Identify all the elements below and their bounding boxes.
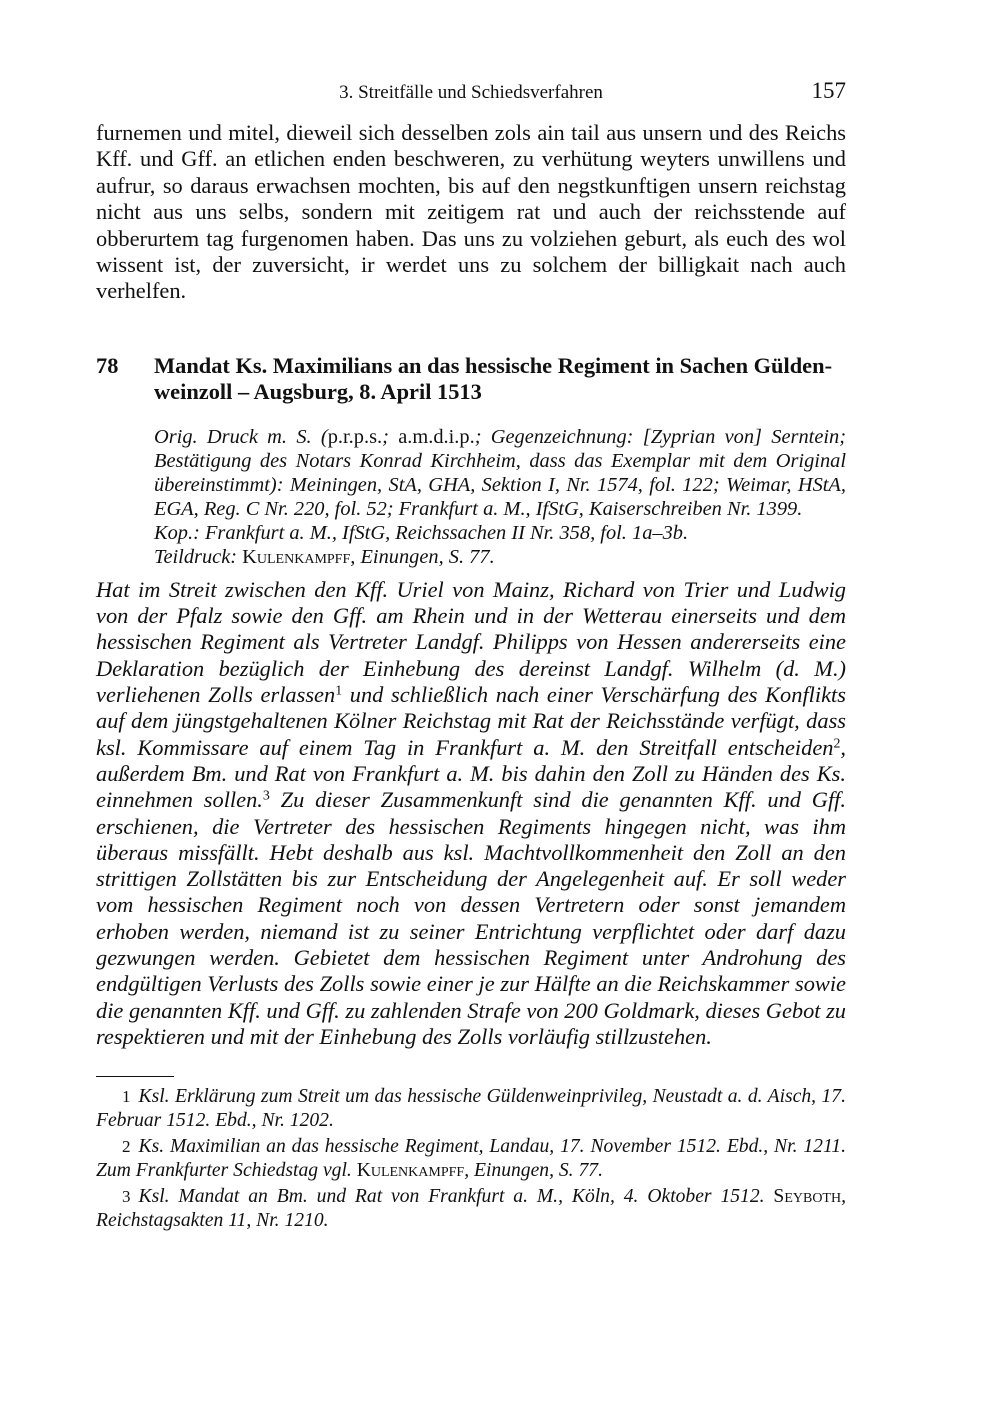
source-partial-ref: , Einungen, S. 77. — [350, 545, 495, 568]
regest-text-3: , außerdem Bm. und Rat von Frankfurt a. M. bis dahin den Zoll zu Händen des Ks. einnehmen sollen. — [96, 734, 846, 813]
source-orig-abbrev-1: p.r.p.s. — [327, 425, 383, 448]
source-apparatus — [154, 425, 846, 569]
source-partial-print — [154, 545, 846, 569]
continued-body-text: furnemen und mitel, dieweil sich desselben zols ain tail aus unsern und des Reichs Kff. und Gff. an etlichen enden beschweren, zu verhütung weyters unwillens und aufrur, so daraus erwachsen mochten, bis auf den negstkunftigen unsern reichstag nicht aus uns selbs, sondern mit zeitigem rat und auch der reichsstende auf obberurtem tag furgenomen haben. Das uns zu volziehen geburt, als euch des wol wissent ist, der zuversicht, ir werdet uns zu solchem der billigkait nach auch verhelfen. — [96, 120, 846, 304]
document-number: 78 — [96, 352, 119, 378]
regest-text-2: und schließlich nach einer Verschärfung des Konflikts auf dem jüngstgehaltenen Kölner Reichstag mit Rat der Reichsstände verfügt, dass ksl. Kommissare auf einem Tag in Frankfurt a. M. den Streitfall entscheiden — [96, 682, 846, 760]
source-copy: Kop.: Frankfurt a. M., IfStG, Reichssachen II Nr. 358, fol. 1a–3b. — [154, 521, 689, 544]
source-partial-label: Teildruck: — [154, 545, 243, 568]
footnote-text: , Reichstagsakten 11, Nr. 1210. — [96, 1186, 846, 1232]
footnote-text: Ks. Maximilian an das hessische Regiment, Landau, 17. November 1512. Ebd., Nr. 1211. Zum Frankfurter Schiedstag vgl. — [96, 1136, 846, 1182]
footnote-mark: 2 — [122, 1137, 131, 1157]
footnote-text: Ksl. Mandat an Bm. und Rat von Frankfurt a. M., Köln, 4. Oktober 1512. — [138, 1186, 774, 1208]
footnote-text: , Einungen, S. 77. — [464, 1160, 603, 1182]
page-number: 157 — [811, 78, 846, 103]
footnote-ref-3: 3 — [262, 788, 270, 804]
footnote-author: Kulenkampff — [356, 1160, 465, 1182]
source-orig-text-a: Orig. Druck m. S. ( — [154, 425, 328, 448]
source-orig-abbrev-2: a.m.d.i.p. — [398, 425, 475, 448]
document-heading — [96, 353, 846, 405]
source-orig-sep: ; — [382, 425, 399, 448]
running-title: 3. Streitfälle und Schiedsverfahren — [339, 82, 603, 103]
source-original — [154, 425, 846, 521]
page — [96, 78, 846, 1235]
footnote-1 — [96, 1085, 846, 1133]
running-header — [96, 78, 846, 112]
footnotes — [96, 1085, 846, 1233]
footnote-author: Seyboth — [773, 1186, 842, 1208]
source-partial-author: Kulenkampff — [242, 545, 351, 568]
footnote-ref-2: 2 — [833, 736, 841, 751]
footnote-ref-1: 1 — [335, 683, 343, 699]
footnote-3 — [96, 1185, 846, 1233]
regest-text-1: Hat im Streit zwischen den Kff. Uriel von Mainz, Richard von Trier und Ludwig von der Pfalz sowie den Gff. am Rhein und in der Wetterau einerseits und dem hessischen Regiment als Vertreter Landgf. Philipps von Hessen andererseits eine Deklaration bezüglich der Einhebung des dereinst Landgf. Wilhelm (d. M.) verliehenen Zolls erlassen — [96, 576, 846, 708]
footnote-mark: 3 — [122, 1187, 131, 1207]
footnote-2 — [96, 1135, 846, 1183]
footnote-mark: 1 — [122, 1087, 131, 1107]
regest-summary — [96, 577, 846, 1050]
source-orig-text-b: ; Gegenzeichnung: [Zyprian von] Serntein; Bestätigung des Notars Konrad Kirchheim, dass das Exemplar mit dem Original übereinstimmt): Meiningen, StA, GHA, Sektion I, Nr. 1574, fol. 122; Weimar, HStA, EGA, Reg. C Nr. 220, fol. 52; Frankfurt a. M., IfStG, Kaiserschreiben Nr. 1399. — [154, 425, 847, 520]
regest-text-4: Zu dieser Zusammenkunft sind die genannten Kff. und Gff. erschienen, die Vertreter des hessischen Regiments hingegen nicht, was ihm überaus missfällt. Hebt deshalb aus ksl. Machtvollkommenheit den Zoll an den strittigen Zollstätten bis zur Entscheidung der Angelegenheit auf. Er soll weder vom hessischen Regiment noch von dessen Vertretern oder sonst jemandem erhoben werden, niemand ist zu seiner Entrichtung verpflichtet oder darf dazu gezwungen werden. Gebietet dem hessischen Regiment unter Androhung des endgültigen Verlusts des Zolls sowie einer je zur Hälfte an die Reichskammer sowie die genannten Kff. und Gff. zu zahlenden Strafe von 200 Goldmark, dieses Gebot zu respektieren und mit der Einhebung des Zolls vorläufig stillzustehen. — [96, 787, 847, 1049]
footnote-divider — [96, 1076, 174, 1077]
document-title: Mandat Ks. Maximilians an das hessische Regiment in Sachen Güldenweinzoll – Augsburg, 8. April 1513 — [154, 352, 833, 404]
footnote-text: Ksl. Erklärung zum Streit um das hessische Güldenweinprivileg, Neustadt a. d. Aisch, 17. Februar 1512. Ebd., Nr. 1202. — [96, 1086, 846, 1132]
